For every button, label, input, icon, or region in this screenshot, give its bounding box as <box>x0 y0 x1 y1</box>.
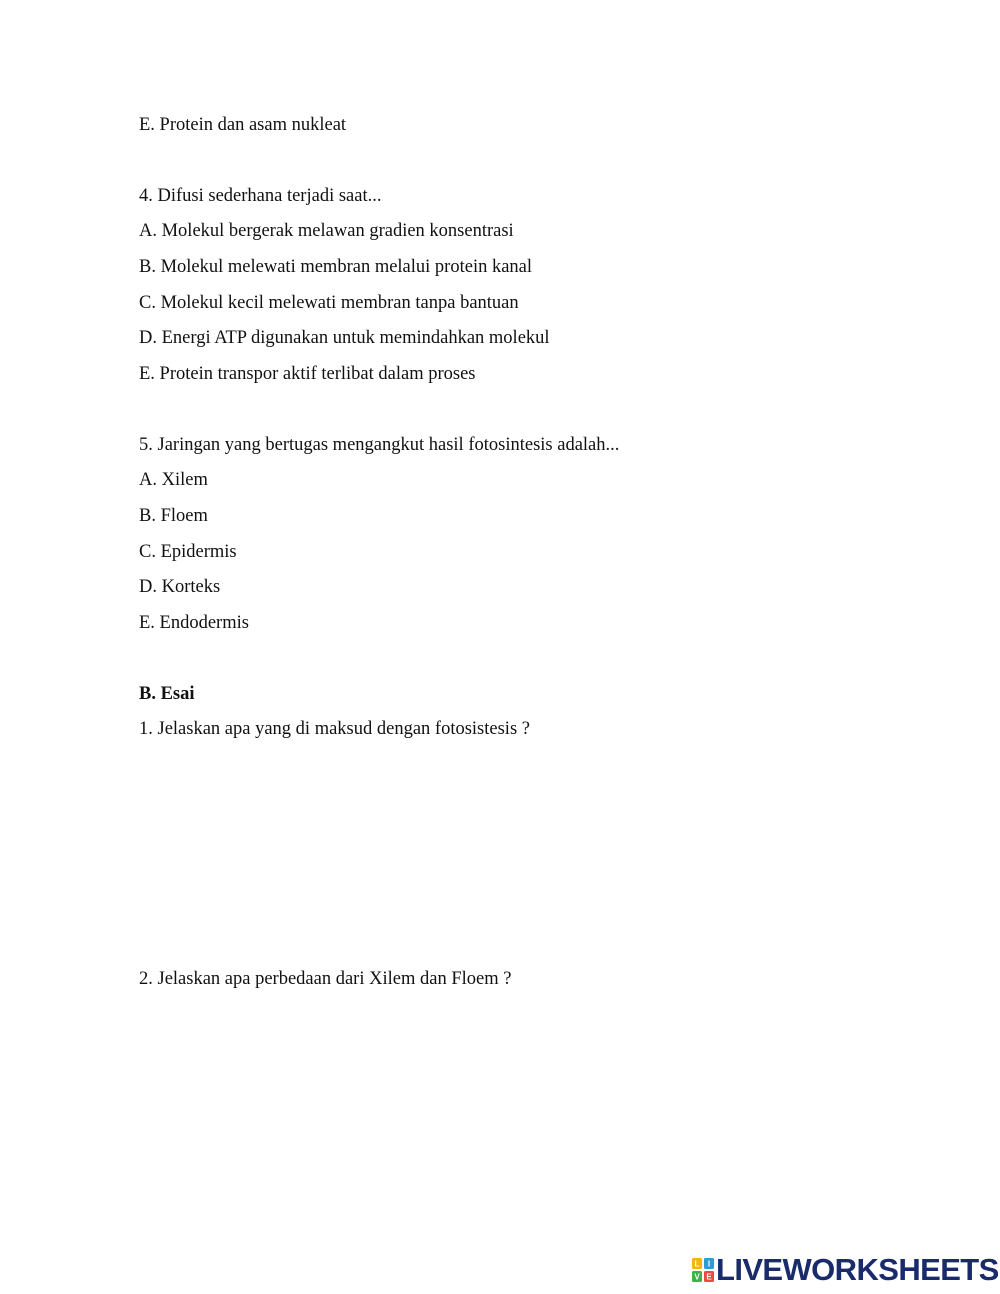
q5-option-e: E. Endodermis <box>139 613 249 633</box>
q5-option-b: B. Floem <box>139 506 208 526</box>
q4-option-d: D. Energi ATP digunakan untuk memindahkan molekul <box>139 328 550 348</box>
logo-tile-letter: I <box>707 1259 711 1269</box>
q5-option-a: A. Xilem <box>139 470 208 490</box>
essay-question-1: 1. Jelaskan apa yang di maksud dengan fotosistesis ? <box>139 719 530 739</box>
question-5-text: 5. Jaringan yang bertugas mengangkut hasil fotosintesis adalah... <box>139 435 620 455</box>
q5-option-c: C. Epidermis <box>139 542 237 562</box>
logo-tile-letter: L <box>694 1259 700 1269</box>
q4-option-b: B. Molekul melewati membran melalui protein kanal <box>139 257 533 277</box>
logo-tile-letter: E <box>706 1272 712 1282</box>
q5-option-d: D. Korteks <box>139 577 221 597</box>
essay-heading: B. Esai <box>139 684 195 704</box>
question-4-text: 4. Difusi sederhana terjadi saat... <box>139 186 382 206</box>
liveworksheets-wordmark: LIVEWORKSHEETS <box>716 1252 999 1287</box>
liveworksheets-logo <box>692 1254 999 1286</box>
q4-option-a: A. Molekul bergerak melawan gradien konsentrasi <box>139 221 514 241</box>
q4-option-e: E. Protein transpor aktif terlibat dalam proses <box>139 364 476 384</box>
logo-tile-letter: V <box>694 1272 700 1282</box>
q4-option-c: C. Molekul kecil melewati membran tanpa bantuan <box>139 293 519 313</box>
essay-question-2: 2. Jelaskan apa perbedaan dari Xilem dan Floem ? <box>139 969 512 989</box>
q3-option-e: E. Protein dan asam nukleat <box>139 115 347 135</box>
liveworksheets-logo-icon <box>692 1258 714 1282</box>
